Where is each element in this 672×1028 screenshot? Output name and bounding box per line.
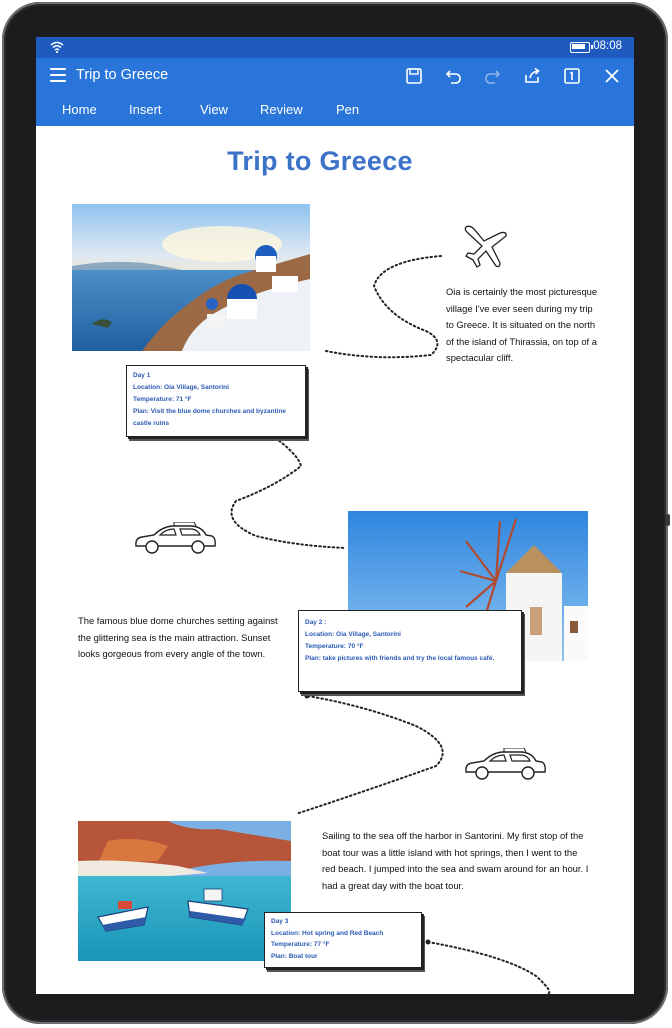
- tab-view[interactable]: View: [200, 102, 228, 117]
- card-temperature: Temperature: 71 °F: [133, 396, 192, 403]
- document-canvas[interactable]: [36, 126, 634, 994]
- undo-icon[interactable]: [444, 66, 464, 86]
- status-bar: [36, 37, 634, 58]
- paragraph-blue-dome: The famous blue dome churches setting against the glittering sea is the main attraction. Sunset looks gorgeous from every angle of the town.: [78, 615, 278, 659]
- airplane-icon: [460, 221, 512, 273]
- app-toolbar: [36, 58, 634, 96]
- paragraph-oia: Oia is certainly the most picturesque village I've ever seen during my trip to Greece. It is situated on the north of the island of Thirassia, on top of a spectacular cliff.: [446, 286, 598, 363]
- tab-insert[interactable]: Insert: [129, 102, 162, 117]
- save-icon[interactable]: [404, 66, 424, 86]
- red-beach-boats-photo: [78, 821, 291, 961]
- day1-info-card: [126, 365, 306, 437]
- card-plan: Plan: take pictures with friends and try the local famous café.: [305, 655, 495, 662]
- card-day: Day 1: [133, 372, 151, 379]
- card-location: Location: Oia Village, Santorini: [305, 631, 401, 638]
- share-icon[interactable]: [522, 66, 542, 86]
- tab-home[interactable]: Home: [62, 102, 97, 117]
- day2-info-card: [298, 610, 522, 692]
- card-day: Day 3: [271, 918, 289, 925]
- car-icon: [132, 522, 218, 558]
- card-plan: Plan: Visit the blue dome churches and byzantine castle ruins: [133, 408, 287, 427]
- tab-pen[interactable]: Pen: [336, 102, 360, 117]
- card-temperature: Temperature: 70 °F: [305, 643, 364, 650]
- tab-review[interactable]: Review: [260, 102, 303, 117]
- side-sensor: [666, 514, 670, 526]
- card-plan: Plan: Boat tour: [271, 952, 318, 960]
- redo-icon[interactable]: [482, 66, 502, 86]
- day3-info-card: [264, 912, 422, 968]
- document-title: Trip to Greece: [76, 67, 169, 83]
- card-day: Day 2 :: [305, 619, 327, 626]
- document-heading: Trip to Greece: [227, 146, 413, 176]
- oia-village-photo: [72, 204, 310, 351]
- reading-mode-icon[interactable]: [562, 66, 582, 86]
- status-time: 08:08: [593, 40, 622, 52]
- card-location: Location: Oia Village, Santorini: [133, 384, 229, 391]
- menu-icon[interactable]: [50, 68, 66, 84]
- close-icon[interactable]: [602, 66, 622, 86]
- tablet-screen: [36, 37, 634, 994]
- paragraph-boat-tour: Sailing to the sea off the harbor in Santorini. My first stop of the boat tour was a little island with hot springs, then I went to the red beach. I jumped into the sea and swam around for an hour. I had a great day with the boat tour.: [322, 830, 589, 891]
- card-location: Location: Hot spring and Red Beach: [271, 929, 384, 937]
- wifi-icon: [50, 41, 64, 53]
- battery-icon: [570, 42, 590, 53]
- ribbon-tabs: [36, 96, 634, 126]
- car-icon: [462, 748, 548, 784]
- card-temperature: Temperature: 77 °F: [271, 941, 330, 948]
